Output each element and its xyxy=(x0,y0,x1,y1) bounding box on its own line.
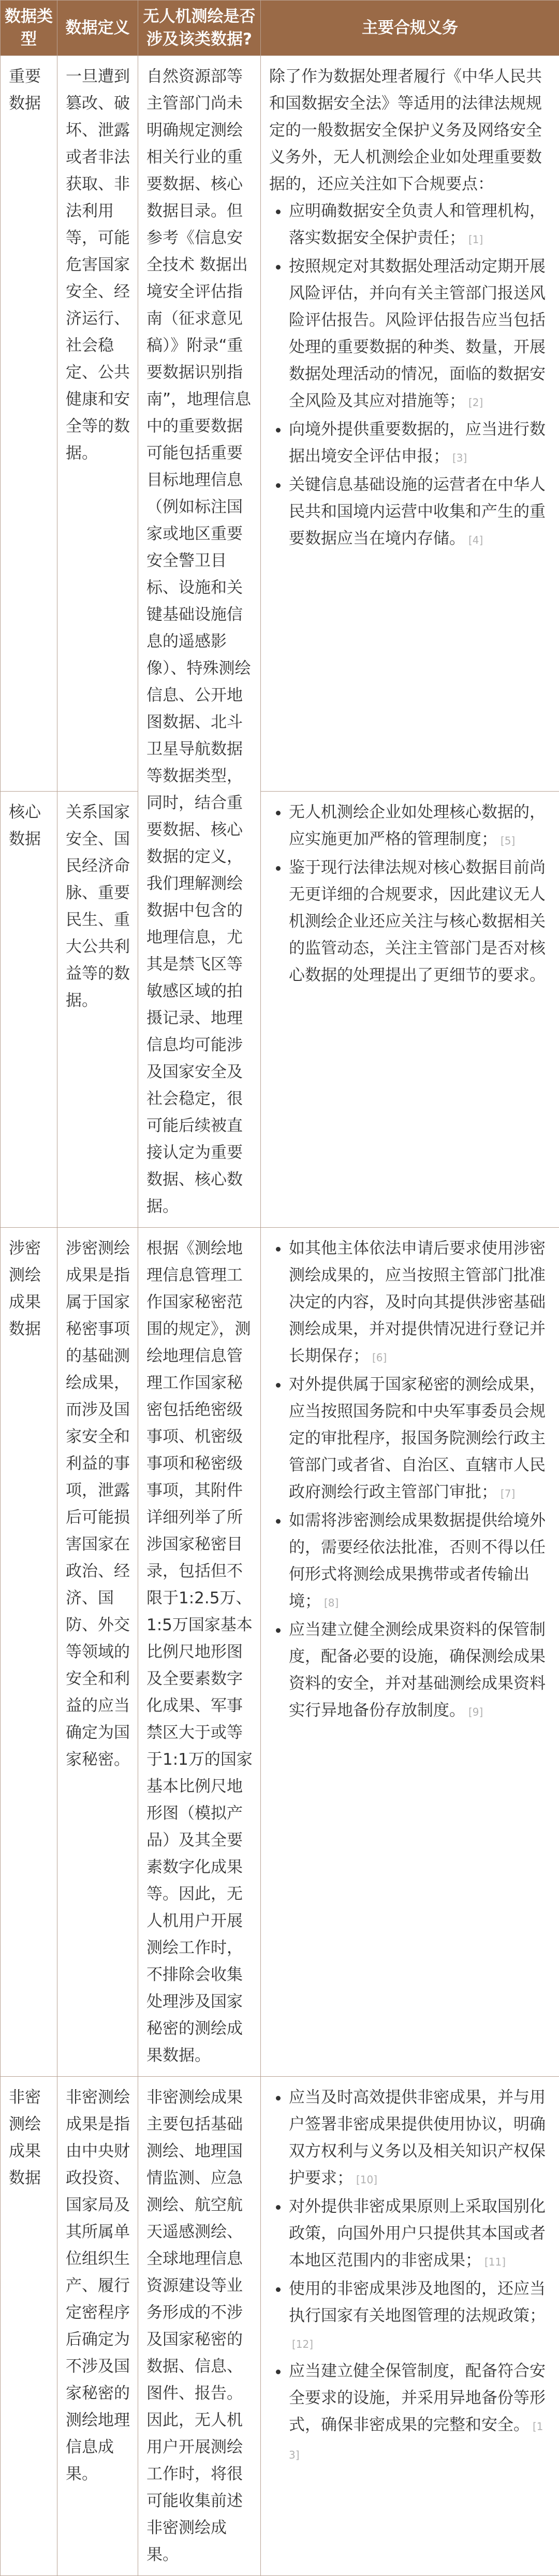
cell-type: 非密测绘成果数据 xyxy=(1,2077,57,2576)
table-header xyxy=(1,1,559,56)
table-row-important-data xyxy=(1,56,559,792)
duty-text: 如其他主体依法申请后要求使用涉密测绘成果的，应当按照主管部门批准决定的内容，及时向其提供涉密基础测绘成果，并对提供情况进行登记并长期保存； xyxy=(289,1239,546,1365)
duty-text: 无人机测绘企业如处理核心数据的，应实施更加严格的管理制度； xyxy=(289,803,546,848)
obligations-list xyxy=(269,799,554,990)
duty-text: 向境外提供重要数据的，应当进行数据出境安全评估申报； xyxy=(289,420,546,466)
footnote-ref: [10] xyxy=(356,2173,377,2186)
list-item xyxy=(289,1235,554,1371)
footnote-ref: [4] xyxy=(468,534,483,546)
obligations-list xyxy=(269,1235,554,1725)
cell-obligations xyxy=(261,2077,559,2576)
header-obligations: 主要合规义务 xyxy=(261,1,559,56)
list-item xyxy=(289,253,554,416)
list-item xyxy=(289,2193,554,2275)
list-item xyxy=(289,1616,554,1725)
list-item xyxy=(289,1507,554,1616)
duty-text: 关键信息基础设施的运营者在中华人民共和国境内运营中收集和产生的重要数据应当在境内存储。 xyxy=(289,475,546,548)
cell-obligations xyxy=(261,1228,559,2077)
list-item xyxy=(289,2084,554,2193)
obligations-intro: 除了作为数据处理者履行《中华人民共和国数据安全法》等适用的法律法规规定的一般数据安全保护义务及网络安全义务外，无人机测绘企业如处理重要数据的，还应关注如下合规要点： xyxy=(269,63,554,198)
footnote-ref: [3] xyxy=(452,452,467,464)
table-row-core-data xyxy=(1,792,559,1228)
duty-text: 使用的非密成果涉及地图的，还应当执行国家有关地图管理的法规政策； xyxy=(289,2280,546,2325)
list-item xyxy=(289,1371,554,1507)
footnote-ref: [12] xyxy=(292,2338,313,2350)
cell-type: 重要数据 xyxy=(1,56,57,792)
duty-text: 鉴于现行法律法规对核心数据目前尚无更详细的合规要求，因此建议无人机测绘企业还应关注与核心数据相关的监管动态，关注主管部门是否对核心数据的处理提出了更细节的要求。 xyxy=(289,858,546,985)
list-item xyxy=(289,416,554,471)
header-data-definition: 数据定义 xyxy=(57,1,138,56)
table-row-nonclassified-data xyxy=(1,2077,559,2576)
footnote-ref: [9] xyxy=(468,1706,483,1718)
duty-text: 应当建立健全测绘成果资料的保管制度，配备必要的设施，确保测绘成果资料的安全，并对基础测绘成果资料实行异地备份存放制度。 xyxy=(289,1620,546,1720)
table-body xyxy=(1,56,559,2576)
cell-involvement: 根据《测绘地理信息管理工作国家秘密范围的规定》，测绘地理信息管理工作国家秘密包括绝密级事项、机密级事项和秘密级事项，其附件详细列举了所涉国家秘密目录，包括但不限于1:2.5万、1:5万国家基本比例尺地形图及全要素数字化成果、军事禁区大于或等于1:1万的国家基本比例尺地形图（模拟产品）及其全要素数字化成果等。因此，无人机用户开展测绘工作时，不排除会收集处理涉及国家秘密的测绘成果数据。 xyxy=(138,1228,261,2077)
duty-text: 应当建立健全保管制度，配备符合安全要求的设施，并采用异地备份等形式，确保非密成果的完整和安全。 xyxy=(289,2362,546,2434)
list-item xyxy=(289,799,554,854)
list-item xyxy=(289,2275,554,2358)
cell-type: 涉密测绘成果数据 xyxy=(1,1228,57,2077)
footnote-ref: [13] xyxy=(289,2420,543,2461)
footnote-ref: [11] xyxy=(484,2256,506,2268)
cell-definition: 关系国家安全、国民经济命脉、重要民生、重大公共利益等的数据。 xyxy=(57,792,138,1228)
duty-text: 按照规定对其数据处理活动定期开展风险评估，并向有关主管部门报送风险评估报告。风险评估报告应当包括处理的重要数据的种类、数量，开展数据处理活动的情况，面临的数据安全风险及其应对措施等； xyxy=(289,257,546,410)
list-item xyxy=(289,198,554,253)
footnote-ref: [8] xyxy=(324,1597,339,1609)
duty-text: 对外提供非密成果原则上采取国别化政策，向国外用户只提供其本国或者本地区范围内的非密成果； xyxy=(289,2197,546,2270)
cell-definition: 非密测绘成果是指由中央财政投资、国家局及其所属单位组织生产、履行定密程序后确定为不涉及国家秘密的测绘地理信息成果。 xyxy=(57,2077,138,2576)
cell-involvement-important-core: 自然资源部等主管部门尚未明确规定测绘相关行业的重要数据、核心数据目录。但参考《信息安全技术 数据出境安全评估指南（征求意见稿）》附录“重要数据识别指南”，地理信息中的重要数据可能包括重要目标地理信息（例如标注国家或地区重要安全警卫目标、设施和关键基础设施信息的遥感影像）、特殊测绘信息、公开地图数据、北斗卫星导航数据等数据类型，同时，结合重要数据、核心数据的定义，我们理解测绘数据中包含的地理信息，尤其是禁飞区等敏感区域的拍摄记录、地理信息均可能涉及国家安全及社会稳定，很可能后续被直接认定为重要数据、核心数据。 xyxy=(138,56,261,1228)
footnote-ref: [2] xyxy=(468,396,483,409)
header-row xyxy=(1,1,559,56)
cell-obligations xyxy=(261,792,559,1228)
footnote-ref: [5] xyxy=(501,835,515,847)
footnote-ref: [6] xyxy=(372,1351,387,1364)
header-involvement: 无人机测绘是否涉及该类数据? xyxy=(138,1,261,56)
cell-involvement: 非密测绘成果主要包括基础测绘、地理国情监测、应急测绘、航空航天遥感测绘、全球地理信息资源建设等业务形成的不涉及国家秘密的数据、信息、图件、报告。因此，无人机用户开展测绘工作时，将很可能收集前述非密测绘成果。 xyxy=(138,2077,261,2576)
cell-obligations xyxy=(261,56,559,792)
header-data-type: 数据类型 xyxy=(1,1,57,56)
list-item xyxy=(289,2358,554,2468)
footnote-ref: [7] xyxy=(501,1487,515,1500)
footnote-ref: [1] xyxy=(468,233,483,246)
duty-text: 应当及时高效提供非密成果，并与用户签署非密成果提供使用协议，明确双方权利与义务以及相关知识产权保护要求； xyxy=(289,2088,546,2187)
cell-type: 核心数据 xyxy=(1,792,57,1228)
cell-definition: 涉密测绘成果是指属于国家秘密事项的基础测绘成果，而涉及国家安全和利益的事项，泄露后可能损害国家在政治、经济、国防、外交等领域的安全和利益的应当确定为国家秘密。 xyxy=(57,1228,138,2077)
duty-text: 对外提供属于国家秘密的测绘成果，应当按照国务院和中央军事委员会规定的审批程序，报国务院测绘行政主管部门或者省、自治区、直辖市人民政府测绘行政主管部门审批； xyxy=(289,1375,546,1501)
cell-definition: 一旦遭到篡改、破坏、泄露或者非法获取、非法利用等，可能危害国家安全、经济运行、社会稳定、公共健康和安全等的数据。 xyxy=(57,56,138,792)
list-item xyxy=(289,854,554,990)
obligations-list xyxy=(269,198,554,554)
table-row-classified-data xyxy=(1,1228,559,2077)
list-item xyxy=(289,471,554,554)
duty-text: 如需将涉密测绘成果数据提供给境外的，需要经依法批准，否则不得以任何形式将测绘成果携带或者传输出境； xyxy=(289,1511,546,1611)
obligations-list xyxy=(269,2084,554,2468)
duty-text: 应明确数据安全负责人和管理机构，落实数据安全保护责任； xyxy=(289,202,546,247)
